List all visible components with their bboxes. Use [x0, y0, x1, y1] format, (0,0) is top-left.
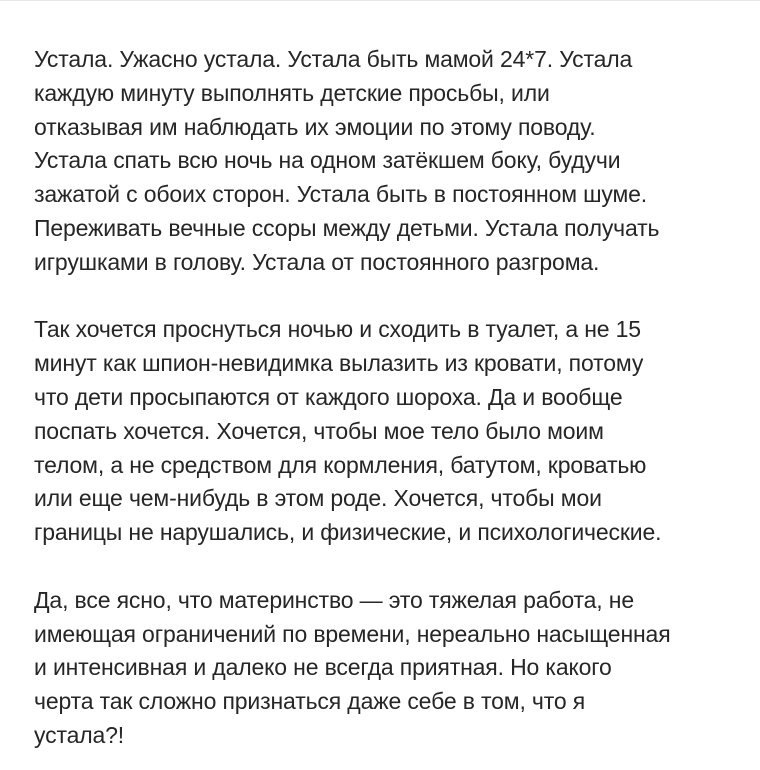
- paragraph-2: Так хочется проснуться ночью и сходить в туалет, а не 15 минут как шпион-невидимка вылазить из кровати, потому что дети просыпаются от каждого шороха. Да и вообще поспать хочется. Хочется, чтобы мое тело было моим телом, а не средством для кормления, батутом, кроватью или еще чем-нибудь в этом роде. Хочется, чтобы мои границы не нарушались, и физические, и психологические.: [34, 316, 662, 546]
- paragraph-1: Устала. Ужасно устала. Устала быть мамой 24*7. Устала каждую минуту выполнять детские просьбы, или отказывая им наблюдать их эмоции по этому поводу. Устала спать всю ночь на одном затёкшем боку, будучи зажатой с обоих сторон. Устала быть в постоянном шуме. Переживать вечные ссоры между детьми. Устала получать игрушками в голову. Устала от постоянного разгрома.: [34, 46, 660, 275]
- post-body: [34, 43, 734, 753]
- top-divider: [0, 0, 760, 1]
- paragraph-3: Да, все ясно, что материнство — это тяжелая работа, не имеющая ограничений по времени, нереально насыщенная и интенсивная и далеко не всегда приятная. Но какого черта так сложно признаться даже себе в том, что я устала?!: [34, 586, 671, 748]
